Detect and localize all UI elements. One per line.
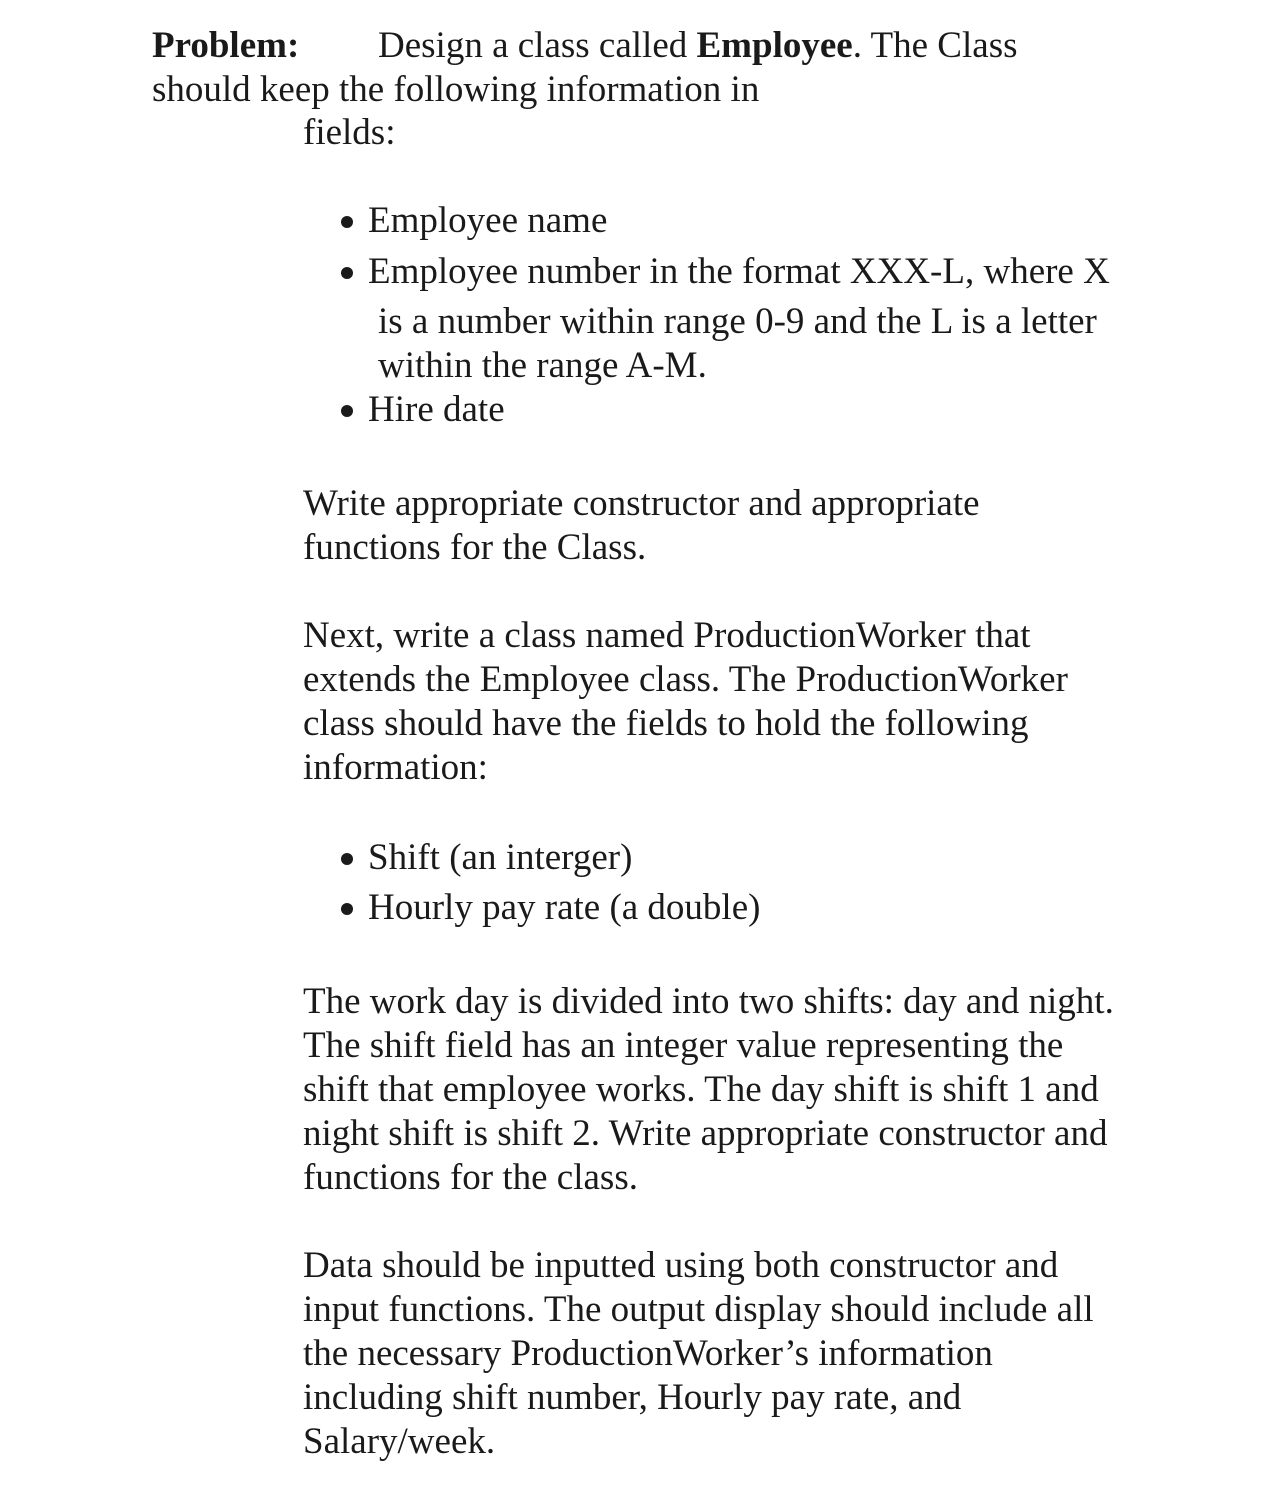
list-item-text: Hire date <box>368 389 505 430</box>
paragraph-line: Next, write a class named ProductionWorker that <box>303 615 1031 656</box>
problem-intro <box>378 24 1018 68</box>
problem-line-2: should keep the following information in <box>152 69 760 110</box>
paragraph-line: class should have the fields to hold the following <box>303 703 1029 744</box>
list-item-text: Hourly pay rate (a double) <box>368 887 761 928</box>
list-item-text: Shift (an interger) <box>368 837 633 878</box>
paragraph-line: the necessary ProductionWorker’s information <box>303 1333 993 1374</box>
paragraph-line: extends the Employee class. The ProductionWorker <box>303 659 1068 700</box>
paragraph-line: information: <box>303 747 488 788</box>
list-item-text: Employee name <box>368 200 608 241</box>
problem-heading-line <box>152 24 299 68</box>
bullet-icon <box>341 903 353 915</box>
list-item-continuation: within the range A-M. <box>378 345 707 386</box>
problem-intro-pre: Design a class called <box>378 25 697 66</box>
problem-intro-post: . The Class <box>852 25 1018 66</box>
problem-line-3: fields: <box>303 112 396 153</box>
paragraph-line: Data should be inputted using both constructor and <box>303 1245 1059 1286</box>
list-item-text: Employee number in the format XXX-L, where X <box>368 251 1110 292</box>
paragraph-line: The shift field has an integer value representing the <box>303 1025 1064 1066</box>
bullet-icon <box>341 267 353 279</box>
bullet-icon <box>341 405 353 417</box>
paragraph-line: shift that employee works. The day shift is shift 1 and <box>303 1069 1099 1110</box>
employee-class-name: Employee <box>696 25 853 66</box>
paragraph-line: including shift number, Hourly pay rate, and <box>303 1377 962 1418</box>
bullet-icon <box>341 216 353 228</box>
paragraph-line: night shift is shift 2. Write appropriate constructor and <box>303 1113 1108 1154</box>
paragraph-line: Salary/week. <box>303 1421 496 1462</box>
bullet-icon <box>341 853 353 865</box>
problem-label: Problem: <box>152 25 300 66</box>
list-item-continuation: is a number within range 0-9 and the L is a letter <box>378 301 1097 342</box>
paragraph-line: Write appropriate constructor and appropriate <box>303 483 980 524</box>
paragraph-line: functions for the class. <box>303 1157 638 1198</box>
paragraph-line: The work day is divided into two shifts: day and night. <box>303 981 1114 1022</box>
paragraph-line: functions for the Class. <box>303 527 647 568</box>
paragraph-line: input functions. The output display should include all <box>303 1289 1094 1330</box>
